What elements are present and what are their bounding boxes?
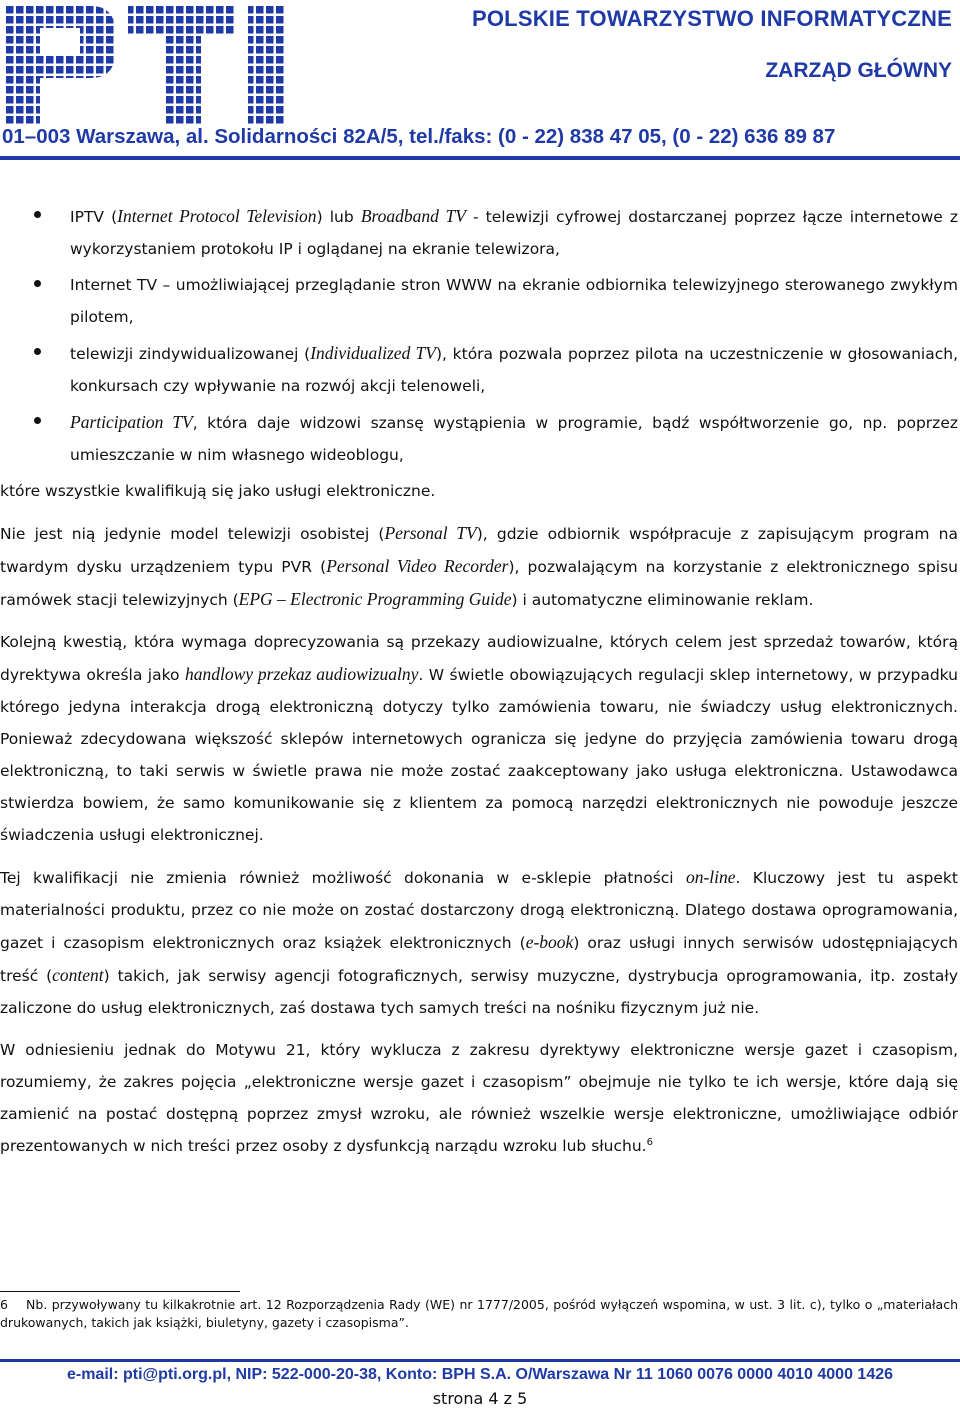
paragraph-audiovisual: Kolejną kwestią, która wymaga doprecyzowania są przekazy audiowizualne, których celem jest sprzedaż towarów, którą dyrektywa określa jako handlowy przekaz audiowizualny. W świetle obowiązujących regulacji sklep internetowy, w przypadku którego jedyna interakcja drogą elektroniczną dotyczy tylko zamówienia towaru, nie świadczy usług elektronicznych. Ponieważ zdecydowana większość sklepów internetowych ogranicza się jedyne do przyjęcia zamówienia towaru drogą elektroniczną, to taki serwis w świetle prawa nie może zostać zaakceptowany jako usługa elektroniczna. Ustawodawca stwierdza bowiem, że samo komunikowanie się z klientem za pomocą narzędzi elektronicznych nie powoduje jeszcze świadczenia usługi elektronicznej. [0,633,958,844]
list-item: IPTV (Internet Protocol Television) lub Broadband TV - telewizji cyfrowej dostarczanej poprzez łącze internetowe z wykorzystaniem protokołu IP i oglądanej na ekranie telewizora, [0,200,958,265]
paragraph-personal-tv: Nie jest nią jedynie model telewizji osobistej (Personal TV), gdzie odbiornik współpracuje z zapisującym program na twardym dysku urządzeniem typu PVR (Personal Video Recorder), pozwalającym na korzystanie z elektronicznego spisu ramówek stacji telewizyjnych (EPG – Electronic Programming Guide) i automatyczne eliminowanie reklam. [0,523,958,609]
footnote-divider [0,1291,240,1292]
footer-contact: e-mail: pti@pti.org.pl, NIP: 522-000-20-38, Konto: BPH S.A. O/Warszawa Nr 11 1060 0076 0000 4010 4000 1426 [66,1366,894,1383]
footnote [0,1296,958,1332]
document-body [0,200,958,1172]
board-name: ZARZĄD GŁÓWNY [765,59,952,82]
list-conclusion: które wszystkie kwalifikują się jako usługi elektroniczne. [0,482,436,500]
page-number: strona 4 z 5 [432,1389,528,1408]
organization-address: 01–003 Warszawa, al. Solidarności 82A/5, tel./faks: (0 - 22) 838 47 05, (0 - 22) 636 89 87 [2,125,836,148]
list-item: Participation TV, która daje widzowi szansę wystąpienia w programie, bądź współtworzenie go, np. poprzez umieszczanie w nim własnego wideoblogu, [0,406,958,471]
bullet-icon [34,211,41,218]
footer-divider [0,1359,960,1362]
service-list [0,200,958,471]
pti-logo [6,6,296,126]
bullet-icon [34,280,41,287]
header-divider [0,156,960,160]
paragraph-motive-21: W odniesieniu jednak do Motywu 21, który wyklucza z zakresu dyrektywy elektroniczne wersje gazet i czasopism, rozumiemy, że zakres pojęcia „elektroniczne wersje gazet i czasopism” obejmuje nie tylko te ich wersje, które dają się zamienić na postać dostępną poprzez zmysł wzroku, ale również wszelkie wersje elektroniczne, umożliwiające odbiór prezentowanych w nich treści przez osoby z dysfunkcją narządu wzroku lub słuchu.$^6$ [0,1041,958,1155]
footnote-text: Nb. przywoływany tu kilkakrotnie art. 12 Rozporządzenia Rady (WE) nr 1777/2005, pośród wyłączeń wspomina, w ust. 3 lit. c), tylko o „materiałach drukowanych, takich jak książki, biuletyny, gazety i czasopisma”. [0,1297,958,1330]
footnote-reference[interactable]: 6 [646,1136,653,1148]
footnote-number: 6 [0,1297,8,1312]
list-item: telewizji zindywidualizowanej (Individualized TV), która pozwala poprzez pilota na uczestniczenie w głosowaniach, konkursach czy wpływanie na rozwój akcji telenoweli, [0,337,958,402]
bullet-icon [34,348,41,355]
organization-name: POLSKIE TOWARZYSTWO INFORMATYCZNE [472,6,952,31]
list-item: Internet TV – umożliwiającej przeglądanie stron WWW na ekranie odbiornika telewizyjnego sterowanego zwykłym pilotem, [0,269,958,333]
paragraph-payments: Tej kwalifikacji nie zmienia również możliwość dokonania w e-sklepie płatności on-line. Kluczowy jest tu aspekt materialności produktu, przez co nie może on zostać dostarczony drogą elektroniczną. Dlatego dostawa oprogramowania, gazet i czasopism elektronicznych oraz książek elektronicznych (e-book) oraz usługi innych serwisów udostępniających treść (content) takich, jak serwisy agencji fotograficznych, serwisy muzyczne, dystrybucja oprogramowania, itp. zostały zaliczone do usług elektronicznych, zaś dostawa tych samych treści na nośniku fizycznym już nie. [0,867,958,1017]
bullet-icon [34,417,41,424]
